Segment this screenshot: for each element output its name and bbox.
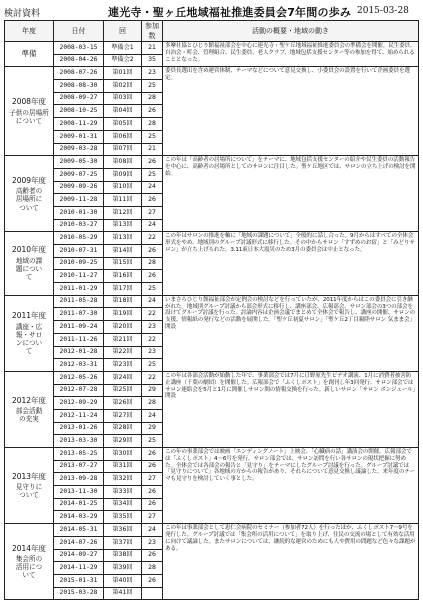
- attendance-cell: 26: [142, 270, 163, 283]
- date-cell: 2009-05-30: [54, 156, 104, 169]
- meeting-cell: 第11回: [104, 194, 142, 207]
- meeting-cell: 第18回: [104, 295, 142, 308]
- date-cell: 2008-09-27: [54, 92, 104, 105]
- attendance-cell: 25: [142, 130, 163, 143]
- attendance-cell: 25: [142, 80, 163, 93]
- date-cell: 2010-01-30: [54, 206, 104, 219]
- date-cell: 2014-07-26: [54, 536, 104, 549]
- meeting-cell: 第16回: [104, 270, 142, 283]
- meeting-cell: 第06回: [104, 130, 142, 143]
- meeting-cell: 第33回: [104, 486, 142, 499]
- year-cell: [5, 42, 54, 67]
- date-cell: 2011-09-24: [54, 321, 104, 334]
- meeting-cell: 第36回: [104, 524, 142, 537]
- activity-summary-cell: この年は「高齢者の居場所について」をテーマに、地域包括支援センターの紹介や民生委員の活動報告を中心に、高齢者の居場所としてのサロンに注目した。聖ケ丘地区では、サロンの立ち上げの検討を開始。: [163, 156, 419, 232]
- attendance-cell: 25: [142, 283, 163, 296]
- meeting-cell: 第15回: [104, 257, 142, 270]
- date-cell: 2010-03-27: [54, 219, 104, 232]
- year-theme-line: ついて: [19, 491, 39, 500]
- date-cell: 2012-01-28: [54, 346, 104, 359]
- date-cell: 2010-07-31: [54, 245, 104, 258]
- year-title: 準備: [21, 48, 37, 58]
- year-theme-line: 居場所に: [15, 195, 43, 204]
- year-theme-line: 子供の居場所: [9, 108, 49, 117]
- history-table: [4, 20, 419, 600]
- attendance-cell: 26: [142, 156, 163, 169]
- year-theme-line: 部会活動: [15, 406, 43, 415]
- date-cell: 2010-09-25: [54, 257, 104, 270]
- meeting-cell: 第24回: [104, 371, 142, 384]
- table-row: [5, 67, 419, 80]
- meeting-cell: 第32回: [104, 473, 142, 486]
- attendance-cell: [142, 587, 163, 600]
- date-cell: 2013-05-25: [54, 448, 104, 461]
- year-title: 2010年度: [11, 245, 47, 255]
- attendance-cell: 24: [142, 219, 163, 232]
- date-cell: 2015-01-31: [54, 574, 104, 587]
- attendance-cell: 27: [142, 511, 163, 524]
- column-header-date: 日付: [54, 21, 104, 42]
- year-theme-line: 見守りに: [15, 483, 43, 492]
- attendance-cell: 22: [142, 371, 163, 384]
- meeting-cell: 準備会2: [104, 54, 142, 67]
- attendance-cell: 26: [142, 448, 163, 461]
- document-date: 2015-03-28: [357, 6, 409, 16]
- attendance-cell: 25: [142, 168, 163, 181]
- meeting-cell: 第10回: [104, 181, 142, 194]
- date-cell: 2012-03-31: [54, 359, 104, 372]
- attendance-cell: 24: [142, 295, 163, 308]
- attendance-cell: 23: [142, 67, 163, 80]
- year-theme-line: て: [25, 273, 33, 282]
- date-cell: 2009-03-28: [54, 143, 104, 156]
- column-header-year: 年度: [5, 21, 54, 42]
- table-row: [5, 232, 419, 245]
- date-cell: 2014-09-27: [54, 549, 104, 562]
- year-title: 2009年度: [11, 175, 47, 185]
- meeting-cell: 第26回: [104, 397, 142, 410]
- date-cell: 2009-11-28: [54, 194, 104, 207]
- table-row: [5, 295, 419, 308]
- attendance-cell: 29: [142, 422, 163, 435]
- activity-summary-cell: この年の事業部会では映画「エンディングノート」上映会、「心臓病の話」講演会の開催。広報部会では「ふくしポスト」4〜6号を発行。サロン部会では、サロン訪問を行い各サロンの現状把握に努めた。全体会では各部会の報告と「見守り」をテーマにしたグループ討議を行った。グループ討議では「見守りについて」各地域の方からの報告があり、それらについて意見交換し議論した。来年度のテーマも見守りを検討していく事とした。: [163, 448, 419, 524]
- date-cell: 2012-09-29: [54, 397, 104, 410]
- attendance-cell: 26: [142, 194, 163, 207]
- year-title: 2011年度: [11, 311, 47, 321]
- year-theme-line: 講座・広: [15, 322, 43, 331]
- meeting-cell: 第35回: [104, 511, 142, 524]
- meeting-cell: 第17回: [104, 283, 142, 296]
- table-row: [5, 448, 419, 461]
- date-cell: 2012-05-26: [54, 371, 104, 384]
- date-cell: 2014-11-29: [54, 562, 104, 575]
- date-cell: 2008-04-26: [54, 54, 104, 67]
- attendance-cell: 22: [142, 333, 163, 346]
- meeting-cell: 第23回: [104, 359, 142, 372]
- date-cell: 2014-03-29: [54, 511, 104, 524]
- attendance-cell: 23: [142, 536, 163, 549]
- year-theme-line: ンについ: [15, 339, 43, 347]
- meeting-cell: 第07回: [104, 143, 142, 156]
- attendance-cell: 25: [142, 435, 163, 448]
- attendance-cell: 28: [142, 397, 163, 410]
- meeting-cell: 第08回: [104, 156, 142, 169]
- attendance-cell: 26: [142, 549, 163, 562]
- activity-summary-cell: この年は事業部会として恵仁会病院のセミナー（参加者72人）を行ったほか、ふくしポスト7〜9号を発行した。グループ討議では「集会所の活用について」を取り上げ、住民の交流の場として有効な活用に向けて議論した。またサロンについては、継続的な運営のためにも人や費用の問題など色々な課題がある。: [163, 524, 419, 600]
- year-cell: [5, 524, 54, 600]
- year-cell: [5, 448, 54, 524]
- date-cell: 2013-01-26: [54, 422, 104, 435]
- attendance-cell: 29: [142, 384, 163, 397]
- date-cell: 2008-07-26: [54, 67, 104, 80]
- meeting-cell: 第01回: [104, 67, 142, 80]
- column-header-count: 参加数: [142, 21, 163, 42]
- attendance-cell: 26: [142, 574, 163, 587]
- table-header-row: [5, 21, 419, 42]
- year-theme-line: 活用につ: [15, 563, 43, 572]
- attendance-cell: 28: [142, 118, 163, 131]
- year-theme-line: 集会所の: [15, 555, 43, 564]
- date-cell: 2013-07-27: [54, 460, 104, 473]
- meeting-cell: 第13回: [104, 219, 142, 232]
- meeting-cell: 第37回: [104, 536, 142, 549]
- meeting-cell: 第22回: [104, 346, 142, 359]
- date-cell: 2008-08-30: [54, 80, 104, 93]
- attendance-cell: 26: [142, 105, 163, 118]
- table-body: [5, 42, 419, 600]
- meeting-cell: 第14回: [104, 245, 142, 258]
- column-header-meeting: 回: [104, 21, 142, 42]
- year-cell: [5, 295, 54, 371]
- date-cell: 2014-01-25: [54, 498, 104, 511]
- date-cell: 2010-05-29: [54, 232, 104, 245]
- activity-summary-cell: この年はサロンの推進を軸に「地域の課題について」全般的に話し合った。9月からはすべての全体会形式をやめ、地域別のグループ討議形式に移行した。その中からサロン「すずめのお宿」と「みどりサロン」が立ち上げられた。3.11東日本大震災のため3月の委員会は中止となった。: [163, 232, 419, 295]
- meeting-cell: 第04回: [104, 105, 142, 118]
- meeting-cell: 第38回: [104, 549, 142, 562]
- table-row: [5, 524, 419, 537]
- date-cell: 2011-05-28: [54, 295, 104, 308]
- date-cell: 2010-11-27: [54, 270, 104, 283]
- date-cell: 2013-11-30: [54, 486, 104, 499]
- attendance-cell: 27: [142, 206, 163, 219]
- column-header-summary: 活動の概要・地域の動き: [163, 21, 419, 42]
- year-cell: [5, 232, 54, 295]
- year-theme-line: 高齢者の: [15, 187, 43, 196]
- date-cell: 2008-03-15: [54, 42, 104, 55]
- attendance-cell: 26: [142, 460, 163, 473]
- year-theme-line: の充実: [19, 415, 39, 424]
- meeting-cell: 第12回: [104, 206, 142, 219]
- meeting-cell: 第40回: [104, 574, 142, 587]
- activity-summary-cell: 委員長選出を含め運営体制、テーマなどについて意見交換し、小委員会の設置を行いて企画委員を選定。: [163, 67, 419, 156]
- meeting-cell: 第31回: [104, 460, 142, 473]
- date-cell: 2008-10-25: [54, 105, 104, 118]
- table-row: [5, 42, 419, 55]
- attendance-cell: 28: [142, 562, 163, 575]
- attendance-cell: 23: [142, 346, 163, 359]
- attendance-cell: 26: [142, 486, 163, 499]
- attendance-cell: 28: [142, 257, 163, 270]
- year-title: 2013年度: [11, 471, 47, 481]
- meeting-cell: 第21回: [104, 333, 142, 346]
- attendance-cell: 26: [142, 245, 163, 258]
- attendance-cell: 25: [142, 359, 163, 372]
- attendance-cell: 21: [142, 42, 163, 55]
- year-title: 2008年度: [11, 97, 47, 107]
- attendance-cell: 21: [142, 143, 163, 156]
- date-cell: 2009-07-25: [54, 168, 104, 181]
- attendance-cell: 28: [142, 92, 163, 105]
- attendance-cell: 22: [142, 308, 163, 321]
- year-theme-line: て: [25, 347, 33, 356]
- attendance-cell: 26: [142, 498, 163, 511]
- date-cell: 2012-11-24: [54, 409, 104, 422]
- meeting-cell: 第20回: [104, 321, 142, 334]
- meeting-cell: 第03回: [104, 92, 142, 105]
- year-cell: [5, 156, 54, 232]
- meeting-cell: 第28回: [104, 422, 142, 435]
- meeting-cell: 第29回: [104, 435, 142, 448]
- activity-summary-cell: いまさらひじり館福祉部会が定例会の検討などを行っていたが、2011年度からはこの委員会に引き継がれた。地域別グループ討議から部会形式に移行し、講座部会、広報部会、サロン部会の3つの部会を設けてグループ討議を行った。討論内容は企画会議でまとめて全体会で報告し、講座の開催、サロンの支援、情報紙の発行などの活動を展開した。「聖ケ丘初夏サロン」「聖ケ丘2丁目親睦サロン 気まま会」開設: [163, 295, 419, 371]
- attendance-cell: 23: [142, 321, 163, 334]
- year-cell: [5, 67, 54, 156]
- year-cell: [5, 371, 54, 447]
- year-theme-line: 報・サロ: [15, 330, 43, 339]
- meeting-cell: 第13回: [104, 232, 142, 245]
- year-title: 2014年度: [11, 543, 47, 553]
- activity-summary-cell: この年は各部会活動が始動した年で、事業部会では7月に日野原先生ビデオ講演、1月に消費者被害防止講座（千葉の劇団）を開催した。広報部会で「ふくしポスト」を創刊し年3回発行。サロン部会ではサロン連絡会を5月と1月に開催しサロン間の情報交換を行った。新しいサロン「サロン ボンジュール」開設: [163, 371, 419, 447]
- meeting-cell: 第19回: [104, 308, 142, 321]
- date-cell: 2015-03-28: [54, 587, 104, 600]
- meeting-cell: 第09回: [104, 168, 142, 181]
- date-cell: 2013-03-30: [54, 435, 104, 448]
- date-cell: 2013-09-28: [54, 473, 104, 486]
- meeting-cell: 第39回: [104, 562, 142, 575]
- date-cell: 2012-07-28: [54, 384, 104, 397]
- page-title: 連光寺・聖ヶ丘地域福祉推進委員会7年間の歩み: [108, 6, 352, 19]
- date-cell: 2011-01-29: [54, 283, 104, 296]
- meeting-cell: 準備会1: [104, 42, 142, 55]
- year-theme-line: 題につい: [15, 265, 43, 274]
- meeting-cell: 第30回: [104, 448, 142, 461]
- meeting-cell: 第34回: [104, 498, 142, 511]
- attendance-cell: 27: [142, 473, 163, 486]
- year-theme-line: 地域の課: [15, 256, 43, 265]
- date-cell: 2014-05-31: [54, 524, 104, 537]
- meeting-cell: 第27回: [104, 409, 142, 422]
- attendance-cell: 24: [142, 181, 163, 194]
- date-cell: 2009-09-26: [54, 181, 104, 194]
- activity-summary-cell: 多摩社協とひじり館福祉部会を中心に連光寺・聖ケ丘地域福祉推進委員会の準備会を開催。民生委員、自治会・町会、管理組合、民生委員、老人クラブ、地域包括支援センター等の参加を得て、始められることとなった。: [163, 42, 419, 67]
- year-theme-line: ついて: [19, 203, 39, 212]
- year-theme-line: について: [15, 116, 43, 125]
- table-row: [5, 156, 419, 169]
- document-label: 検討資料: [4, 9, 41, 19]
- attendance-cell: 35: [142, 54, 163, 67]
- attendance-cell: 22: [142, 232, 163, 245]
- year-title: 2012年度: [11, 395, 47, 405]
- date-cell: 2009-01-31: [54, 130, 104, 143]
- meeting-cell: 第05回: [104, 118, 142, 131]
- attendance-cell: 24: [142, 524, 163, 537]
- meeting-cell: 第25回: [104, 384, 142, 397]
- date-cell: 2011-11-26: [54, 333, 104, 346]
- year-theme-line: いて: [22, 571, 36, 580]
- attendance-cell: 24: [142, 409, 163, 422]
- table-row: [5, 371, 419, 384]
- meeting-cell: 第02回: [104, 80, 142, 93]
- date-cell: 2011-07-30: [54, 308, 104, 321]
- date-cell: 2008-11-29: [54, 118, 104, 131]
- meeting-cell: 第41回: [104, 587, 142, 600]
